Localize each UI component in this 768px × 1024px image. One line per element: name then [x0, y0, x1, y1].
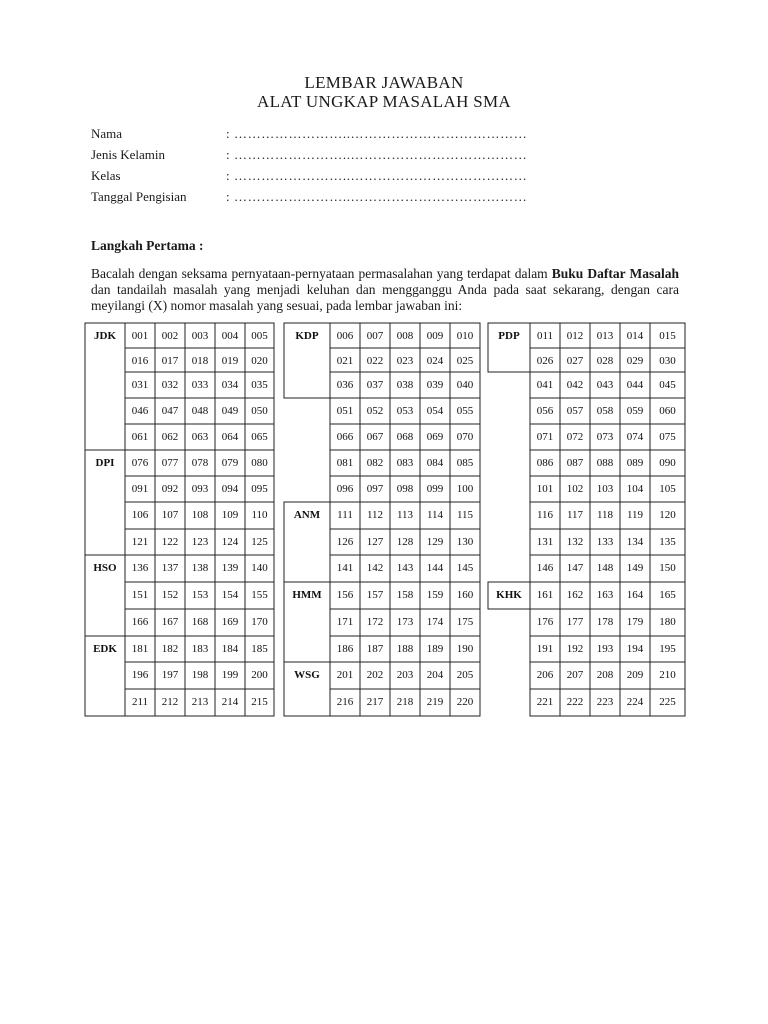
answer-number[interactable]: 032 [161, 379, 179, 391]
answer-number[interactable]: 075 [659, 431, 676, 443]
category-code-edk: EDK [93, 643, 117, 655]
answer-number[interactable]: 177 [566, 616, 584, 628]
answer-number[interactable]: 129 [426, 536, 444, 548]
answer-number[interactable]: 136 [131, 562, 149, 574]
answer-number[interactable]: 024 [426, 355, 444, 367]
answer-number[interactable]: 194 [626, 643, 644, 655]
answer-number[interactable]: 173 [396, 616, 414, 628]
answer-number[interactable]: 212 [161, 696, 179, 708]
answer-number[interactable]: 128 [396, 536, 414, 548]
answer-number[interactable]: 167 [161, 616, 179, 628]
answer-number[interactable]: 210 [659, 669, 676, 681]
answer-number[interactable]: 141 [336, 562, 354, 574]
answer-number[interactable]: 027 [566, 355, 584, 367]
answer-number[interactable]: 147 [566, 562, 584, 574]
answer-number[interactable]: 067 [366, 431, 384, 443]
answer-number[interactable]: 090 [659, 457, 676, 469]
answer-number[interactable]: 034 [221, 379, 239, 391]
answer-number[interactable]: 092 [161, 483, 179, 495]
answer-number[interactable]: 038 [396, 379, 414, 391]
answer-number[interactable]: 097 [366, 483, 384, 495]
answer-number[interactable]: 078 [191, 457, 209, 469]
answer-number[interactable]: 201 [336, 669, 354, 681]
answer-number[interactable]: 157 [366, 589, 384, 601]
answer-number[interactable]: 006 [336, 330, 354, 342]
answer-number[interactable]: 085 [456, 457, 474, 469]
answer-number[interactable]: 041 [536, 379, 554, 391]
answer-number[interactable]: 218 [396, 696, 414, 708]
answer-number[interactable]: 123 [191, 536, 209, 548]
category-code-khk: KHK [496, 589, 522, 601]
answer-number[interactable]: 196 [131, 669, 149, 681]
field-value[interactable]: : ……………………..………………………………… [226, 147, 528, 162]
answer-number[interactable]: 143 [396, 562, 414, 574]
answer-number[interactable]: 071 [536, 431, 554, 443]
answer-number[interactable]: 164 [626, 589, 644, 601]
answer-number[interactable]: 043 [596, 379, 614, 391]
answer-number[interactable]: 064 [221, 431, 239, 443]
answer-number[interactable]: 146 [536, 562, 554, 574]
answer-number[interactable]: 025 [456, 355, 474, 367]
answer-number[interactable]: 161 [536, 589, 554, 601]
answer-number[interactable]: 087 [566, 457, 584, 469]
category-box [85, 323, 125, 450]
answer-number[interactable]: 187 [366, 643, 384, 655]
answer-number[interactable]: 014 [626, 330, 644, 342]
answer-number[interactable]: 106 [131, 509, 149, 521]
answer-number[interactable]: 202 [366, 669, 384, 681]
instruction-text-2: dan tandailah masalah yang menjadi keluhan dan mengganggu Anda pada saat sekarang, dengan cara meyilangi (X) nomor masalah yang sesuai, pada lembar jawaban ini: [91, 282, 679, 313]
answer-number[interactable]: 144 [426, 562, 444, 574]
step-heading: Langkah Pertama : [91, 238, 204, 253]
category-code-hso: HSO [93, 562, 117, 574]
answer-number[interactable]: 171 [336, 616, 354, 628]
answer-number[interactable]: 132 [566, 536, 584, 548]
answer-number[interactable]: 082 [366, 457, 384, 469]
answer-number[interactable]: 007 [366, 330, 384, 342]
answer-number[interactable]: 209 [626, 669, 644, 681]
answer-number[interactable]: 119 [626, 509, 644, 521]
field-value[interactable]: : ……………………..………………………………… [226, 168, 528, 183]
answer-number[interactable]: 183 [191, 643, 209, 655]
answer-number[interactable]: 225 [659, 696, 676, 708]
answer-number[interactable]: 178 [596, 616, 614, 628]
answer-number[interactable]: 045 [659, 379, 676, 391]
category-code-anm: ANM [293, 509, 321, 521]
answer-number[interactable]: 076 [131, 457, 149, 469]
answer-number[interactable]: 117 [566, 509, 584, 521]
answer-number[interactable]: 140 [251, 562, 268, 574]
answer-number[interactable]: 079 [221, 457, 239, 469]
answer-number[interactable]: 189 [426, 643, 444, 655]
answer-number[interactable]: 058 [596, 405, 614, 417]
title-line-2: ALAT UNGKAP MASALAH SMA [257, 92, 511, 111]
answer-number[interactable]: 151 [131, 589, 149, 601]
title-line-1: LEMBAR JAWABAN [304, 73, 464, 92]
answer-number[interactable]: 046 [131, 405, 149, 417]
answer-number[interactable]: 017 [161, 355, 179, 367]
answer-number[interactable]: 022 [366, 355, 384, 367]
answer-number[interactable]: 052 [366, 405, 384, 417]
answer-number[interactable]: 101 [536, 483, 554, 495]
answer-number[interactable]: 200 [251, 669, 268, 681]
answer-number[interactable]: 039 [426, 379, 444, 391]
answer-number[interactable]: 094 [221, 483, 239, 495]
answer-number[interactable]: 103 [596, 483, 614, 495]
answer-number[interactable]: 044 [626, 379, 644, 391]
answer-number[interactable]: 050 [251, 405, 268, 417]
answer-number[interactable]: 036 [336, 379, 354, 391]
answer-number[interactable]: 033 [191, 379, 209, 391]
answer-number[interactable]: 104 [626, 483, 644, 495]
answer-number[interactable]: 137 [161, 562, 179, 574]
field-value[interactable]: : ……………………..………………………………… [226, 126, 528, 141]
category-code-pdp: PDP [498, 330, 520, 342]
answer-number[interactable]: 095 [251, 483, 268, 495]
answer-number[interactable]: 114 [426, 509, 444, 521]
answer-number[interactable]: 029 [626, 355, 644, 367]
answer-number[interactable]: 159 [426, 589, 444, 601]
answer-number[interactable]: 135 [659, 536, 676, 548]
answer-number[interactable]: 203 [396, 669, 414, 681]
answer-number[interactable]: 109 [221, 509, 239, 521]
answer-number[interactable]: 180 [659, 616, 676, 628]
answer-number[interactable]: 011 [536, 330, 554, 342]
answer-number[interactable]: 077 [161, 457, 179, 469]
answer-number[interactable]: 205 [456, 669, 474, 681]
answer-number[interactable]: 206 [536, 669, 554, 681]
answer-number[interactable]: 188 [396, 643, 414, 655]
answer-number[interactable]: 139 [221, 562, 239, 574]
answer-number[interactable]: 190 [456, 643, 474, 655]
answer-number[interactable]: 055 [456, 405, 474, 417]
answer-number[interactable]: 160 [456, 589, 474, 601]
answer-number[interactable]: 124 [221, 536, 239, 548]
field-label: Tanggal Pengisian [91, 189, 187, 204]
category-code-wsg: WSG [294, 669, 320, 681]
answer-number[interactable]: 047 [161, 405, 179, 417]
answer-number[interactable]: 065 [251, 431, 268, 443]
answer-number[interactable]: 134 [626, 536, 644, 548]
answer-number[interactable]: 084 [426, 457, 444, 469]
answer-number[interactable]: 091 [131, 483, 149, 495]
answer-number[interactable]: 015 [659, 330, 676, 342]
answer-number[interactable]: 175 [456, 616, 474, 628]
answer-number[interactable]: 150 [659, 562, 676, 574]
answer-number[interactable]: 057 [566, 405, 584, 417]
answer-number[interactable]: 215 [251, 696, 268, 708]
answer-number[interactable]: 208 [596, 669, 614, 681]
answer-number[interactable]: 211 [131, 696, 149, 708]
answer-number[interactable]: 066 [336, 431, 354, 443]
answer-number[interactable]: 113 [396, 509, 414, 521]
answer-number[interactable]: 010 [456, 330, 474, 342]
category-code-hmm: HMM [292, 589, 322, 601]
category-code-kdp: KDP [295, 330, 319, 342]
answer-number[interactable]: 013 [596, 330, 614, 342]
answer-number[interactable]: 191 [536, 643, 554, 655]
answer-number[interactable]: 008 [396, 330, 414, 342]
answer-number[interactable]: 108 [191, 509, 209, 521]
answer-number[interactable]: 102 [566, 483, 584, 495]
answer-number[interactable]: 002 [161, 330, 179, 342]
answer-number[interactable]: 138 [191, 562, 209, 574]
answer-number[interactable]: 051 [336, 405, 354, 417]
answer-number[interactable]: 080 [251, 457, 268, 469]
answer-number[interactable]: 120 [659, 509, 676, 521]
answer-number[interactable]: 061 [131, 431, 149, 443]
answer-number[interactable]: 185 [251, 643, 268, 655]
answer-number[interactable]: 156 [336, 589, 354, 601]
answer-number[interactable]: 216 [336, 696, 354, 708]
answer-number[interactable]: 049 [221, 405, 239, 417]
field-label: Kelas [91, 168, 121, 183]
answer-number[interactable]: 166 [131, 616, 149, 628]
answer-number[interactable]: 107 [161, 509, 179, 521]
answer-number[interactable]: 040 [456, 379, 474, 391]
answer-number[interactable]: 176 [536, 616, 554, 628]
answer-number[interactable]: 054 [426, 405, 444, 417]
instruction-text-1: Bacalah dengan seksama pernyataan-pernyataan permasalahan yang terdapat dalam [91, 266, 552, 281]
answer-number[interactable]: 069 [426, 431, 444, 443]
answer-number[interactable]: 142 [366, 562, 384, 574]
answer-number[interactable]: 009 [426, 330, 444, 342]
answer-number[interactable]: 096 [336, 483, 354, 495]
answer-number[interactable]: 112 [366, 509, 384, 521]
field-value[interactable]: : ……………………..………………………………… [226, 189, 528, 204]
answer-number[interactable]: 172 [366, 616, 384, 628]
field-label: Nama [91, 126, 123, 141]
answer-number[interactable]: 073 [596, 431, 614, 443]
answer-number[interactable]: 222 [566, 696, 584, 708]
answer-number[interactable]: 072 [566, 431, 584, 443]
answer-number[interactable]: 099 [426, 483, 444, 495]
answer-number[interactable]: 165 [659, 589, 676, 601]
category-code-dpi: DPI [95, 457, 115, 469]
answer-number[interactable]: 170 [251, 616, 268, 628]
answer-number[interactable]: 148 [596, 562, 614, 574]
answer-number[interactable]: 028 [596, 355, 614, 367]
answer-number[interactable]: 197 [161, 669, 179, 681]
answer-number[interactable]: 152 [161, 589, 179, 601]
answer-number[interactable]: 030 [659, 355, 676, 367]
answer-number[interactable]: 174 [426, 616, 444, 628]
answer-number[interactable]: 179 [626, 616, 644, 628]
answer-number[interactable]: 060 [659, 405, 676, 417]
answer-number[interactable]: 068 [396, 431, 414, 443]
answer-number[interactable]: 130 [456, 536, 474, 548]
answer-number[interactable]: 105 [659, 483, 676, 495]
answer-number[interactable]: 121 [131, 536, 149, 548]
answer-number[interactable]: 111 [337, 509, 353, 521]
answer-number[interactable]: 110 [251, 509, 268, 521]
answer-number[interactable]: 074 [626, 431, 644, 443]
answer-number[interactable]: 126 [336, 536, 354, 548]
answer-number[interactable]: 118 [596, 509, 614, 521]
answer-number[interactable]: 019 [221, 355, 239, 367]
answer-number[interactable]: 127 [366, 536, 384, 548]
answer-number[interactable]: 193 [596, 643, 614, 655]
answer-number[interactable]: 062 [161, 431, 179, 443]
answer-number[interactable]: 204 [426, 669, 444, 681]
answer-number[interactable]: 001 [131, 330, 149, 342]
answer-number[interactable]: 003 [191, 330, 209, 342]
answer-number[interactable]: 192 [566, 643, 584, 655]
answer-number[interactable]: 056 [536, 405, 554, 417]
answer-number[interactable]: 059 [626, 405, 644, 417]
instruction-bold-title: Buku Daftar Masalah [551, 266, 679, 281]
answer-number[interactable]: 169 [221, 616, 239, 628]
answer-number[interactable]: 168 [191, 616, 209, 628]
answer-number[interactable]: 031 [131, 379, 149, 391]
answer-number[interactable]: 158 [396, 589, 414, 601]
answer-number[interactable]: 217 [366, 696, 384, 708]
answer-number[interactable]: 162 [566, 589, 584, 601]
answer-number[interactable]: 154 [221, 589, 239, 601]
answer-number[interactable]: 219 [426, 696, 444, 708]
answer-number[interactable]: 221 [536, 696, 554, 708]
answer-number[interactable]: 081 [336, 457, 354, 469]
answer-number[interactable]: 125 [251, 536, 268, 548]
answer-number[interactable]: 184 [221, 643, 239, 655]
answer-number[interactable]: 133 [596, 536, 614, 548]
answer-number[interactable]: 153 [191, 589, 209, 601]
answer-number[interactable]: 070 [456, 431, 474, 443]
answer-number[interactable]: 018 [191, 355, 209, 367]
field-label: Jenis Kelamin [91, 147, 166, 162]
answer-number[interactable]: 155 [251, 589, 268, 601]
answer-number[interactable]: 005 [251, 330, 268, 342]
answer-number[interactable]: 053 [396, 405, 414, 417]
answer-number[interactable]: 021 [336, 355, 354, 367]
answer-number[interactable]: 116 [536, 509, 554, 521]
answer-number[interactable]: 086 [536, 457, 554, 469]
answer-number[interactable]: 214 [221, 696, 239, 708]
answer-number[interactable]: 020 [251, 355, 268, 367]
answer-number[interactable]: 016 [131, 355, 149, 367]
answer-number[interactable]: 224 [626, 696, 644, 708]
answer-number[interactable]: 063 [191, 431, 209, 443]
answer-number[interactable]: 199 [221, 669, 239, 681]
answer-number[interactable]: 149 [626, 562, 644, 574]
answer-number[interactable]: 100 [456, 483, 474, 495]
answer-number[interactable]: 186 [336, 643, 354, 655]
answer-number[interactable]: 163 [596, 589, 614, 601]
answer-number[interactable]: 083 [396, 457, 414, 469]
answer-number[interactable]: 098 [396, 483, 414, 495]
answer-number[interactable]: 037 [366, 379, 384, 391]
answer-number[interactable]: 195 [659, 643, 676, 655]
answer-number[interactable]: 048 [191, 405, 209, 417]
answer-number[interactable]: 198 [191, 669, 209, 681]
answer-number[interactable]: 181 [131, 643, 149, 655]
answer-number[interactable]: 088 [596, 457, 614, 469]
answer-number[interactable]: 182 [161, 643, 179, 655]
answer-number[interactable]: 042 [566, 379, 584, 391]
answer-number[interactable]: 093 [191, 483, 209, 495]
answer-number[interactable]: 145 [456, 562, 474, 574]
answer-number[interactable]: 223 [596, 696, 614, 708]
answer-number[interactable]: 220 [456, 696, 474, 708]
answer-number[interactable]: 213 [191, 696, 209, 708]
answer-number[interactable]: 004 [221, 330, 239, 342]
answer-number[interactable]: 089 [626, 457, 644, 469]
answer-number[interactable]: 131 [536, 536, 554, 548]
category-code-jdk: JDK [94, 330, 116, 342]
answer-number[interactable]: 115 [456, 509, 474, 521]
answer-number[interactable]: 026 [536, 355, 554, 367]
answer-number[interactable]: 122 [161, 536, 179, 548]
answer-number[interactable]: 023 [396, 355, 414, 367]
answer-number[interactable]: 207 [566, 669, 584, 681]
answer-number[interactable]: 035 [251, 379, 268, 391]
answer-number[interactable]: 012 [566, 330, 584, 342]
